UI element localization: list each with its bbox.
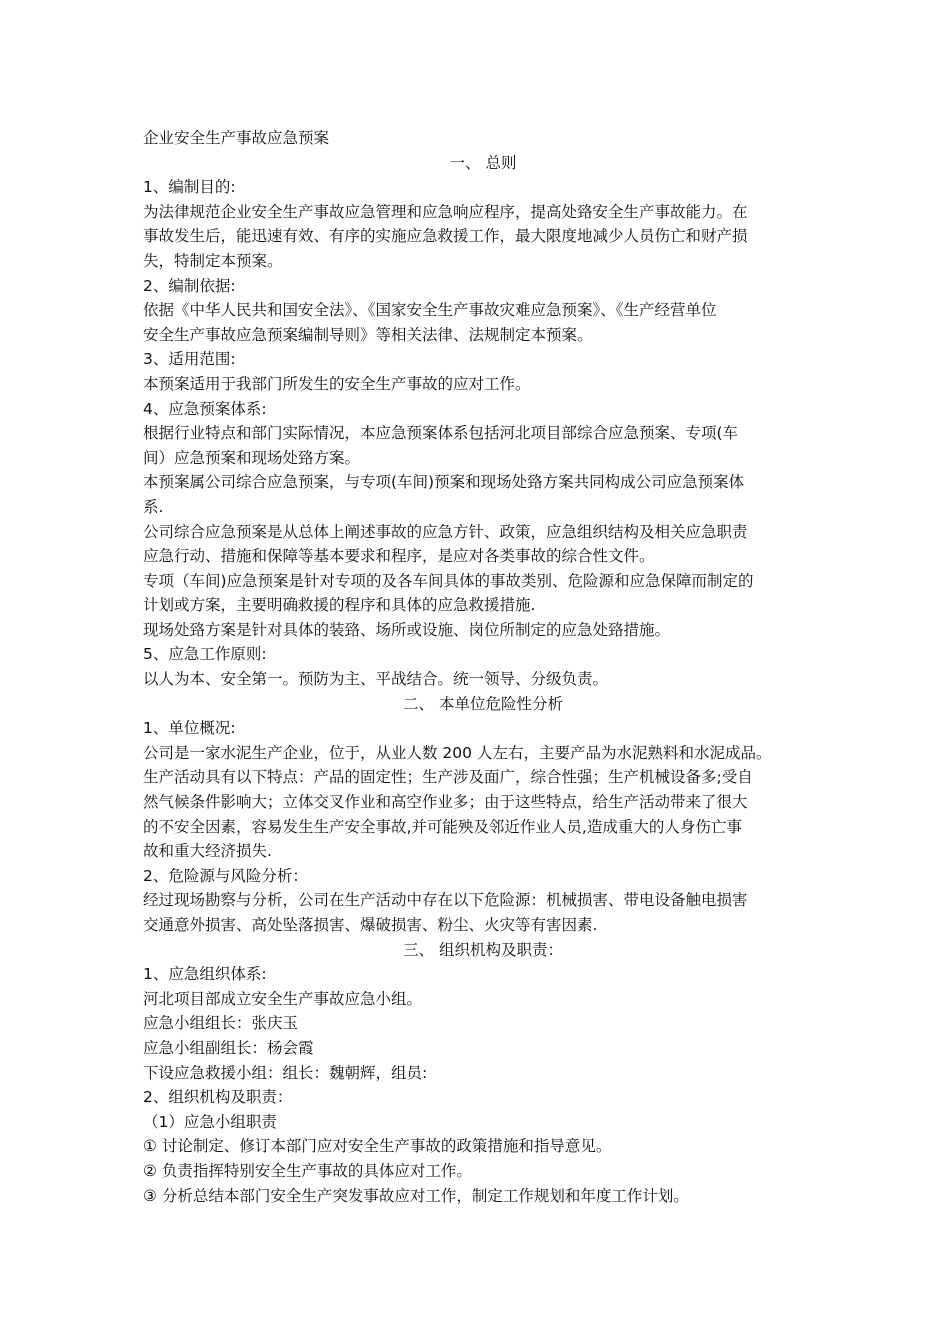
paragraph-line: 失，特制定本预案。 bbox=[143, 251, 283, 270]
paragraph-line: 依据《中华人民共和国安全法》、《国家安全生产事故灾难应急预案》、《生产经营单位 bbox=[143, 301, 717, 320]
paragraph-line: 3、适用范围: bbox=[143, 350, 236, 369]
paragraph-line: 应急行动、措施和保障等基本要求和程序，是应对各类事故的综合性文件。 bbox=[143, 547, 655, 566]
paragraph-line: 事故发生后，能迅速有效、有序的实施应急救援工作，最大限度地减少人员伤亡和财产损 bbox=[143, 227, 748, 246]
paragraph-line: 的不安全因素，容易发生生产安全事故,并可能殃及邻近作业人员,造成重大的人身伤亡事 bbox=[143, 817, 742, 836]
document-title: 企业安全生产事故应急预案 bbox=[143, 129, 330, 147]
paragraph-line: 公司是一家水泥生产企业，位于，从业人数 200 人左右，主要产品为水泥熟料和水泥成品。 bbox=[143, 743, 772, 762]
paragraph-line: （1）应急小组职责 bbox=[143, 1112, 277, 1131]
paragraph-line: 经过现场勘察与分析，公司在生产活动中存在以下危险源：机械损害、带电设备触电损害 bbox=[143, 891, 748, 910]
section-heading: 二、 本单位危险性分析 bbox=[403, 694, 563, 713]
section-heading: 三、 组织机构及职责： bbox=[403, 940, 563, 959]
paragraph-line: ③ 分析总结本部门安全生产突发事故应对工作，制定工作规划和年度工作计划。 bbox=[143, 1186, 689, 1205]
paragraph-line: ② 负责指挥特别安全生产事故的具体应对工作。 bbox=[143, 1161, 472, 1180]
paragraph-line: 5、应急工作原则: bbox=[143, 645, 267, 664]
paragraph-line: 根据行业特点和部门实际情况，本应急预案体系包括河北项目部综合应急预案、专项(车 bbox=[143, 424, 739, 443]
paragraph-line: 为法律规范企业安全生产事故应急管理和应急响应程序，提高处臵安全生产事故能力。在 bbox=[143, 202, 748, 221]
paragraph-line: 2、组织机构及职责： bbox=[143, 1088, 293, 1107]
paragraph-line: 系. bbox=[143, 497, 164, 516]
paragraph-line: 现场处臵方案是针对具体的装臵、场所或设施、岗位所制定的应急处臵措施。 bbox=[143, 620, 671, 639]
paragraph-line: 交通意外损害、高处坠落损害、爆破损害、粉尘、火灾等有害因素. bbox=[143, 916, 598, 934]
paragraph-line: 故和重大经济损失. bbox=[143, 842, 272, 861]
paragraph-line: 2、编制依据: bbox=[143, 276, 236, 295]
paragraph-line: 然气候条件影响大；立体交叉作业和高空作业多；由于这些特点，给生产活动带来了很大 bbox=[143, 793, 748, 812]
paragraph-line: 下设应急救援小组：组长：魏朝辉，组员: bbox=[143, 1063, 428, 1082]
paragraph-line: 1、编制目的: bbox=[143, 178, 236, 197]
paragraph-line: 4、应急预案体系: bbox=[143, 399, 267, 418]
paragraph-line: 1、单位概况: bbox=[143, 719, 236, 738]
paragraph-line: 1、应急组织体系: bbox=[143, 965, 267, 984]
paragraph-line: 河北项目部成立安全生产事故应急小组。 bbox=[143, 989, 423, 1008]
paragraph-line: 应急小组组长：张庆玉 bbox=[143, 1014, 299, 1033]
paragraph-line: 公司综合应急预案是从总体上阐述事故的应急方针、政策，应急组织结构及相关应急职责 bbox=[143, 522, 748, 541]
section-heading: 一、 总则 bbox=[449, 153, 517, 172]
paragraph-line: 本预案属公司综合应急预案，与专项(车间)预案和现场处臵方案共同构成公司应急预案体 bbox=[143, 473, 745, 492]
paragraph-line: 计划或方案，主要明确救援的程序和具体的应急救援措施. bbox=[143, 596, 536, 615]
paragraph-line: 间）应急预案和现场处臵方案。 bbox=[143, 448, 361, 467]
paragraph-line: 2、危险源与风险分析： bbox=[143, 866, 308, 885]
paragraph-line: ① 讨论制定、修订本部门应对安全生产事故的政策措施和指导意见。 bbox=[143, 1137, 612, 1156]
paragraph-line: 安全生产事故应急预案编制导则》等相关法律、法规制定本预案。 bbox=[143, 325, 593, 344]
document-body bbox=[143, 126, 823, 1208]
paragraph-line: 本预案适用于我部门所发生的安全生产事故的应对工作。 bbox=[143, 374, 531, 393]
paragraph-line: 以人为本、安全第一。预防为主、平战结合。统一领导、分级负责。 bbox=[143, 670, 609, 689]
paragraph-line: 生产活动具有以下特点：产品的固定性；生产涉及面广，综合性强；生产机械设备多;受自 bbox=[143, 768, 753, 787]
paragraph-line: 专项（车间)应急预案是针对专项的及各车间具体的事故类别、危险源和应急保障而制定的 bbox=[143, 571, 754, 590]
paragraph-line: 应急小组副组长：杨会霞 bbox=[143, 1038, 314, 1057]
